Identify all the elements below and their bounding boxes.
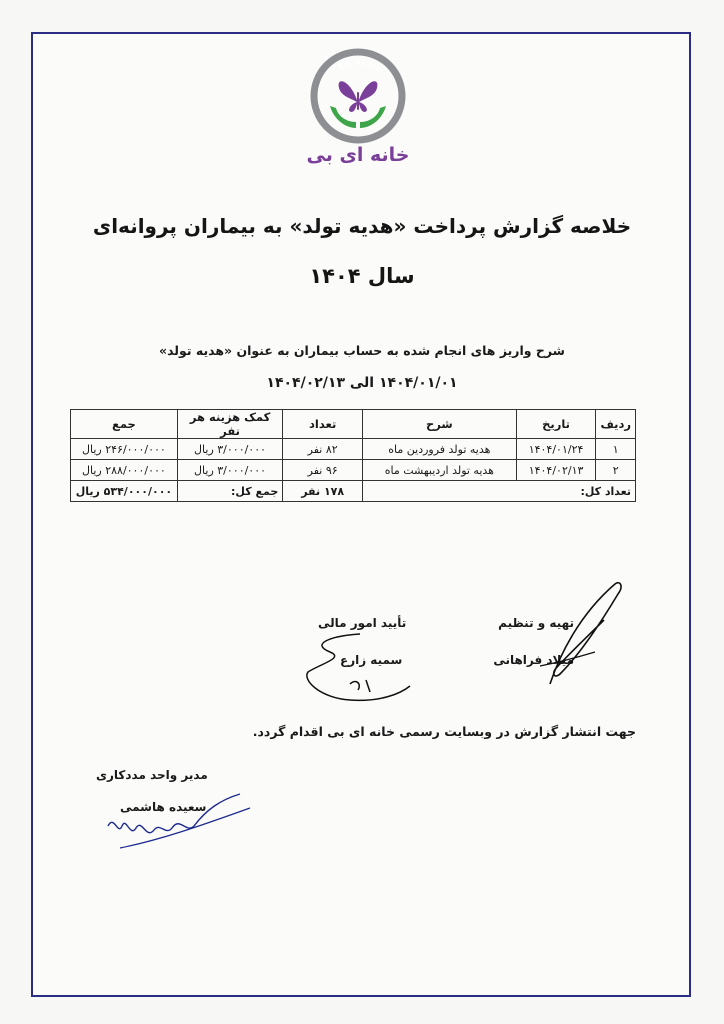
col-index-header: ردیف: [596, 410, 636, 439]
date-range: ۱۴۰۴/۰۱/۰۱ الی ۱۴۰۴/۰۲/۱۳: [266, 375, 458, 391]
butterfly-icon: [339, 81, 378, 112]
table-header-row: [71, 410, 636, 439]
row-count: ۸۲ نفر: [283, 439, 363, 460]
grand-total-label: جمع کل:: [177, 481, 282, 502]
logo-emblem-icon: [306, 48, 410, 144]
payments-table: [70, 409, 636, 502]
row-total: ۲۸۸/۰۰۰/۰۰۰ ریال: [71, 460, 178, 481]
total-count-value: ۱۷۸ نفر: [283, 481, 363, 502]
report-subtitle: شرح واریز های انجام شده به حساب بیماران به عنوان «هدیه تولد»: [159, 343, 565, 358]
logo: [306, 48, 410, 178]
finance-role: تأیید امور مالی: [318, 616, 407, 630]
logo-name: خانه ای بی: [306, 144, 410, 166]
row-date: ۱۴۰۴/۰۱/۲۴: [516, 439, 596, 460]
col-description-header: شرح: [363, 410, 517, 439]
row-description: هدیه تولد اردیبهشت ماه: [363, 460, 517, 481]
row-total: ۲۴۶/۰۰۰/۰۰۰ ریال: [71, 439, 178, 460]
logo-arc-text: EB Home: [337, 58, 383, 75]
prepared-by-role: تهیه و تنظیم: [498, 616, 574, 630]
director-role: مدیر واحد مددکاری: [96, 768, 208, 782]
col-total-header: جمع: [71, 410, 178, 439]
total-count-label: تعداد کل:: [363, 481, 636, 502]
row-index: ۲: [596, 460, 636, 481]
publish-note: جهت انتشار گزارش در وبسایت رسمی خانه ای بی اقدام گردد.: [252, 724, 636, 739]
table-footer-row: [71, 481, 636, 502]
prepared-signature: [520, 574, 640, 694]
row-cost: ۳/۰۰۰/۰۰۰ ریال: [177, 460, 282, 481]
col-date-header: تاریخ: [516, 410, 596, 439]
row-date: ۱۴۰۴/۰۲/۱۳: [516, 460, 596, 481]
director-signature: [100, 786, 260, 856]
report-title: خلاصه گزارش پرداخت «هدیه تولد» به بیماران پروانه‌ای: [92, 214, 632, 238]
row-count: ۹۶ نفر: [283, 460, 363, 481]
grand-total-value: ۵۳۴/۰۰۰/۰۰۰ ریال: [71, 481, 178, 502]
svg-text:EB Home: [337, 58, 383, 74]
finance-signature: [300, 628, 420, 708]
prepared-by-name: میلاد فراهانی: [493, 653, 574, 667]
col-count-header: تعداد: [283, 410, 363, 439]
table-row: [71, 460, 636, 481]
report-year: سال ۱۴۰۴: [309, 264, 415, 288]
col-cost-header: کمک هزینه هر نفر: [177, 410, 282, 439]
row-index: ۱: [596, 439, 636, 460]
table-row: [71, 439, 636, 460]
director-name: سعیده هاشمی: [120, 800, 207, 814]
row-description: هدیه تولد فروردین ماه: [363, 439, 517, 460]
row-cost: ۳/۰۰۰/۰۰۰ ریال: [177, 439, 282, 460]
finance-name: سمیه زارع: [340, 653, 403, 667]
